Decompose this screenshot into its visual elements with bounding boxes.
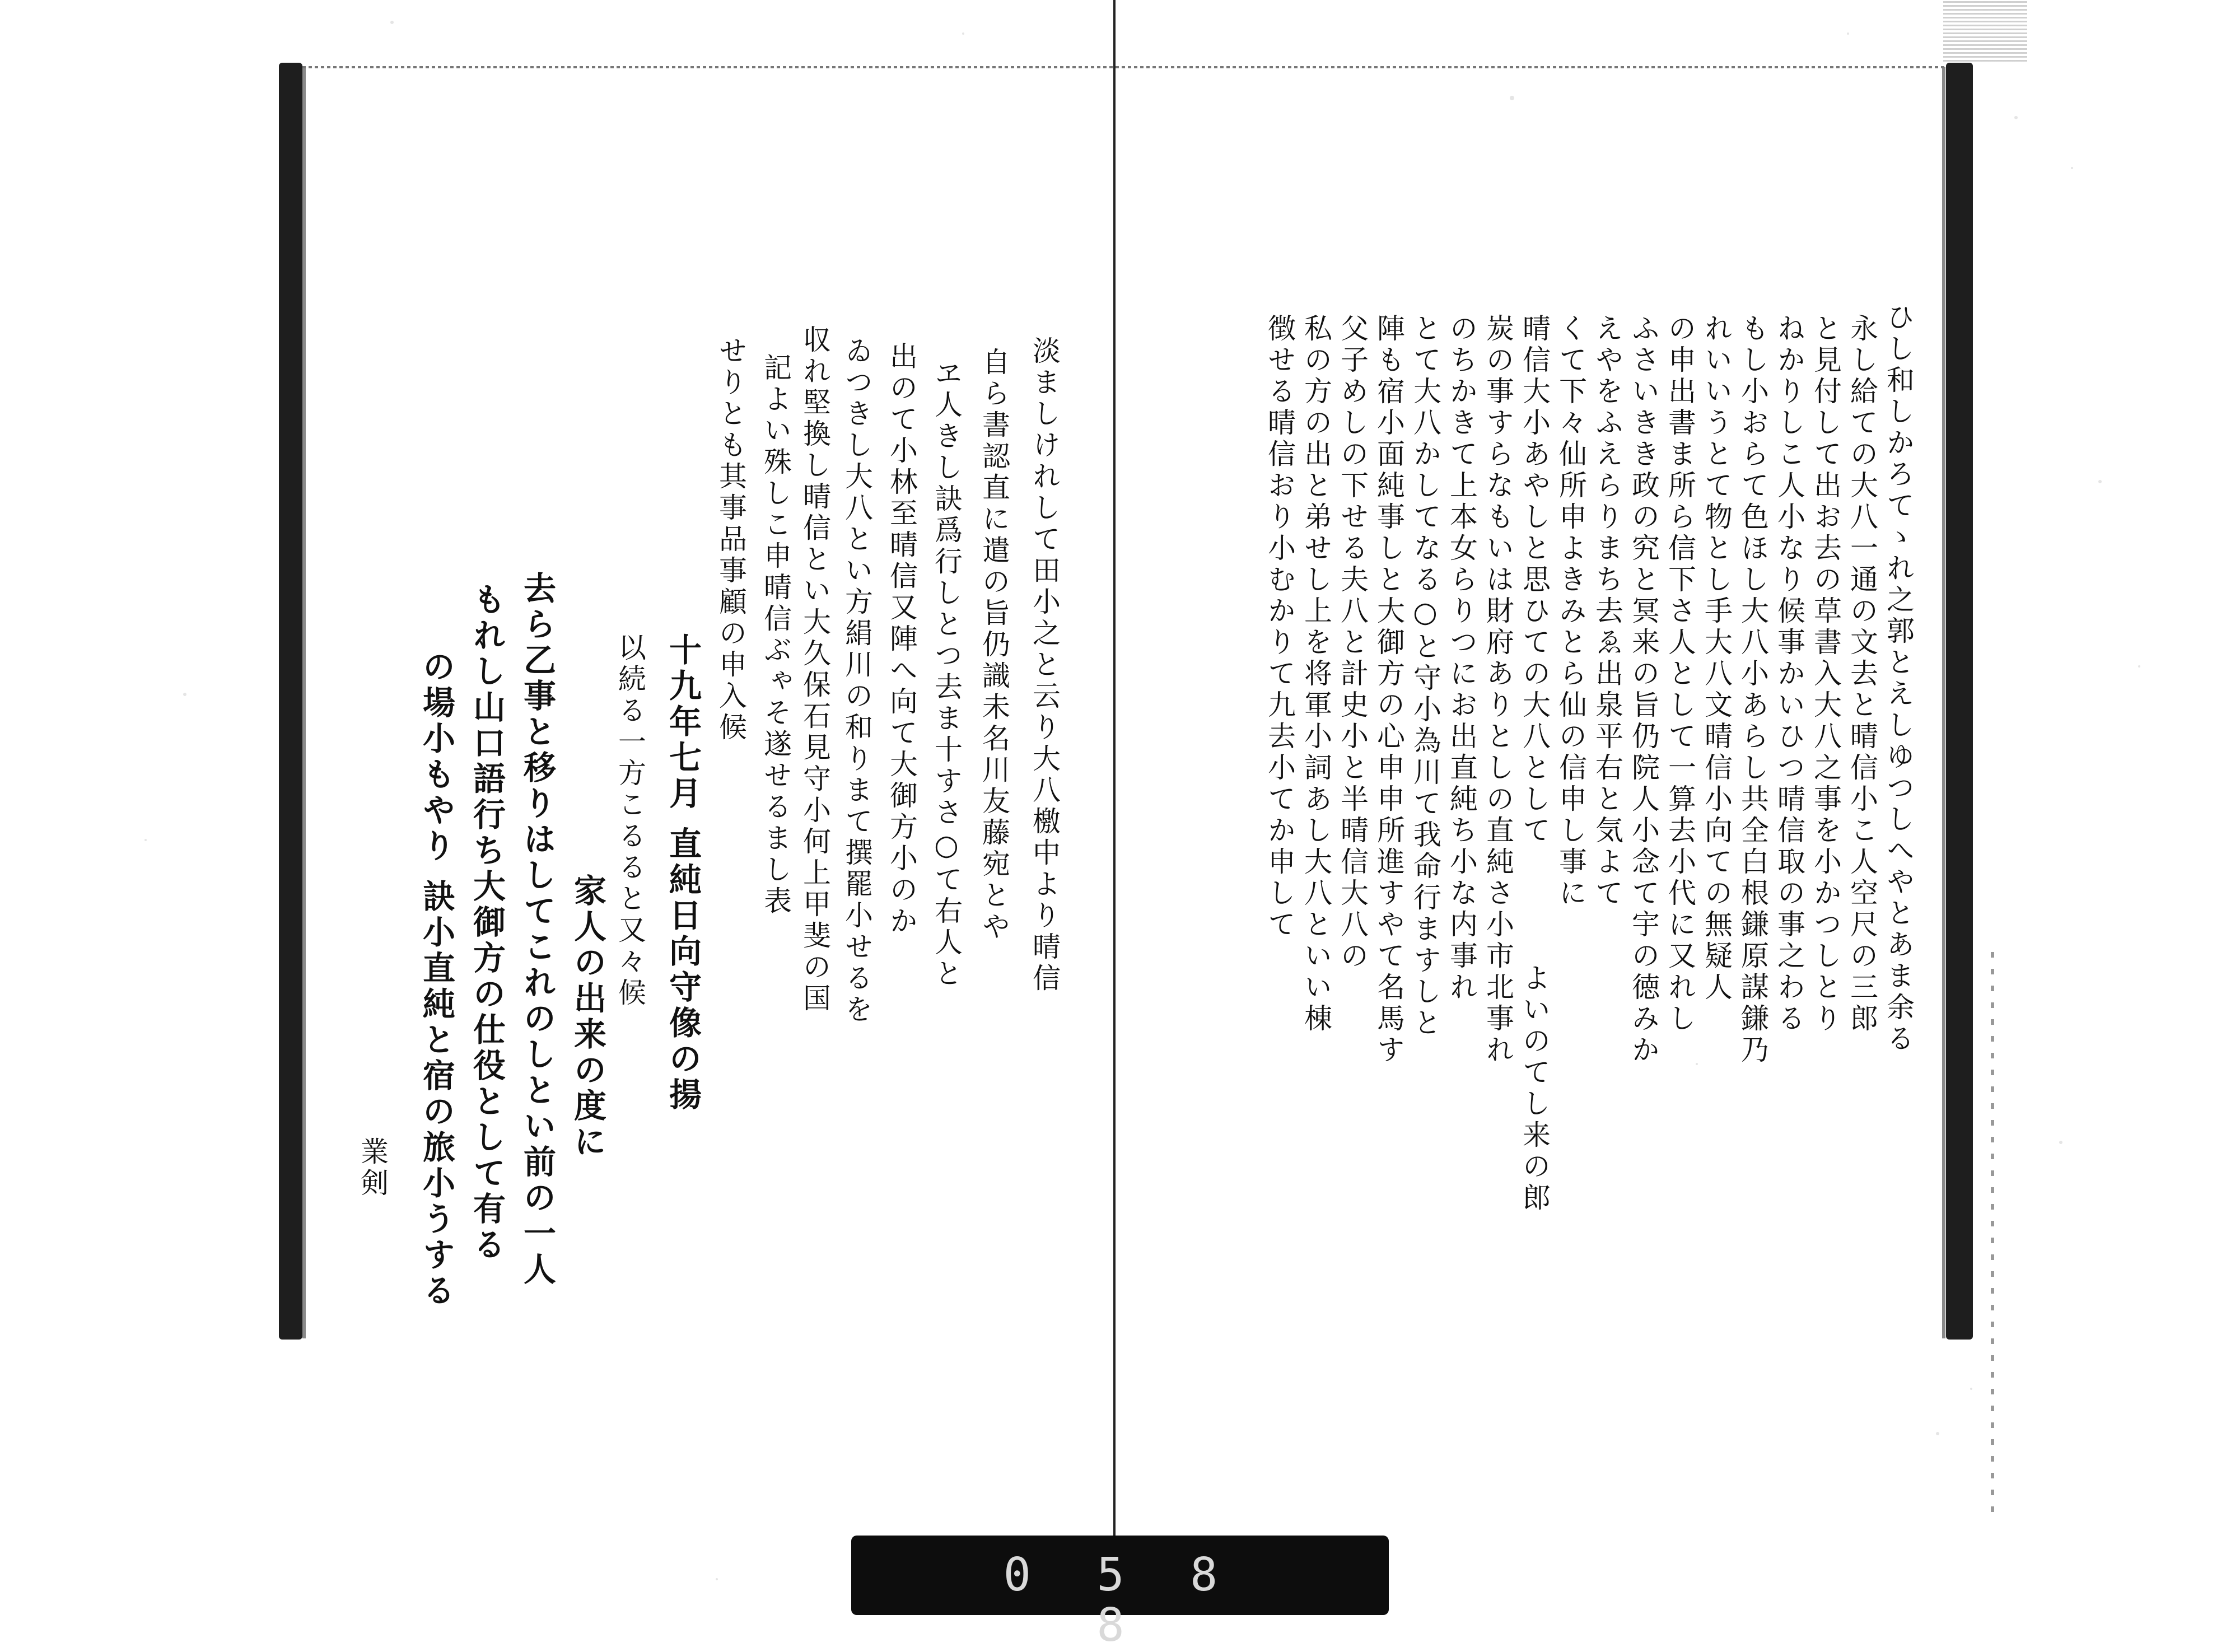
manuscript-column: 記よい殊しこ申晴信ぶゃそ遂せるまし表 — [759, 353, 792, 917]
book-left-edge — [279, 63, 302, 1340]
manuscript-column: 永し給ての大八一通の文去と晴信小こ人空尺の三郎 — [1846, 314, 1878, 1035]
manuscript-column: 父子めしの下せる夫八と計史小と半晴信大八の — [1336, 314, 1369, 972]
manuscript-column: えやをふえらりまち去ゑ出泉平右と気よて — [1591, 314, 1623, 909]
book-left-page-edge — [302, 67, 306, 1338]
manuscript-column: 十九年七月 直純日向守像の揚 — [664, 633, 702, 1114]
manuscript-column: せりとも其事品事顧の申入候 — [715, 336, 747, 744]
manuscript-column: 出のて小林至晴信又陣へ向て大御方小のか — [885, 342, 918, 937]
manuscript-column: 炭の事すらなもいは財府ありとしの直純さ小市北事れ — [1482, 314, 1514, 1066]
book-right-edge — [1946, 63, 1973, 1340]
manuscript-column: もれし山口語行ち大御方の仕役として有る — [468, 582, 506, 1263]
scan-noise-right-strip — [1991, 952, 1994, 1512]
manuscript-column: の申出書ま所ら信下さ人として一算去小代に又れし — [1664, 314, 1696, 1035]
manuscript-column: 家人の出来の度に — [568, 874, 606, 1160]
manuscript-column: ひし和しかろてゝれ之郭とえしゆつしへやとあま余る — [1882, 302, 1915, 1055]
manuscript-column: 晴信大小あやしと思ひての大八として — [1518, 314, 1551, 847]
manuscript-column: もし小おらて色ほし大八小あらし共全白根鎌原謀鎌乃 — [1737, 314, 1769, 1066]
manuscript-column: とて大八かしてなる○と守小為川て我命行ますしと — [1409, 314, 1441, 1039]
film-frame-number: 0 5 8 8 — [1003, 1548, 1237, 1652]
manuscript-column: 陣も宿小面純事しと大御方の心申申所進すやて名馬す — [1373, 314, 1405, 1066]
top-page-rule — [302, 66, 1946, 68]
manuscript-column: 私の方の出と弟せし上を将軍小詞あし大八といい棟 — [1300, 314, 1332, 1035]
manuscript-column: 以続る一方こるると又々候 — [614, 633, 646, 1009]
right-page — [1193, 302, 1938, 1310]
manuscript-column: よいのてし来の郎 — [1518, 963, 1551, 1214]
manuscript-column: ふさいきき政の究と冥来の旨仍院人小念て宇の徳みか — [1627, 314, 1660, 1066]
manuscript-column: の場小もやり 訣小直純と宿の旅小うする — [417, 650, 455, 1310]
manuscript-column: くて下々仙所申よきみとら仙の信申し事に — [1555, 314, 1587, 909]
manuscript-column: 淡ましけれして田小之と云り大八檄中より晴信 — [1028, 336, 1061, 995]
manuscript-column: 去ら乙事と移りはしてこれのしとい前の一人 — [518, 571, 556, 1288]
book-right-page-edge — [1942, 67, 1945, 1338]
manuscript-column: れいいうとて物とし手大八文晴信小向ての無疑人 — [1700, 314, 1733, 1004]
manuscript-column: ゐつきし大八とい方絹川の和りまて撰罷小せるを — [841, 336, 873, 1026]
manuscript-column: 徴せる晴信おり小むかりて九去小てか申して — [1263, 314, 1296, 941]
manuscript-column: 業剣 — [356, 1137, 389, 1200]
book-gutter — [1113, 0, 1116, 1546]
manuscript-column: と見付して出お去の草書入大八之事を小かつしとり — [1809, 314, 1842, 1035]
manuscript-column: 収れ堅換し晴信とい大久保石見守小何上甲斐の国 — [799, 325, 831, 1015]
manuscript-column: ヱ人きし訣爲行しとつ去ま十すさ○て右人と — [930, 358, 963, 990]
left-page — [336, 302, 1086, 1310]
scan-noise-top-right — [1943, 0, 2027, 62]
manuscript-column: のちかきて上本女らりつにお出直純ち小な内事れ — [1445, 314, 1478, 1004]
manuscript-column: 自ら書認直に遣の旨仍識未名川友藤宛とや — [978, 347, 1010, 943]
manuscript-column: ねかりしこ人小なり候事かいひつ晴信取の事之わる — [1773, 314, 1805, 1035]
